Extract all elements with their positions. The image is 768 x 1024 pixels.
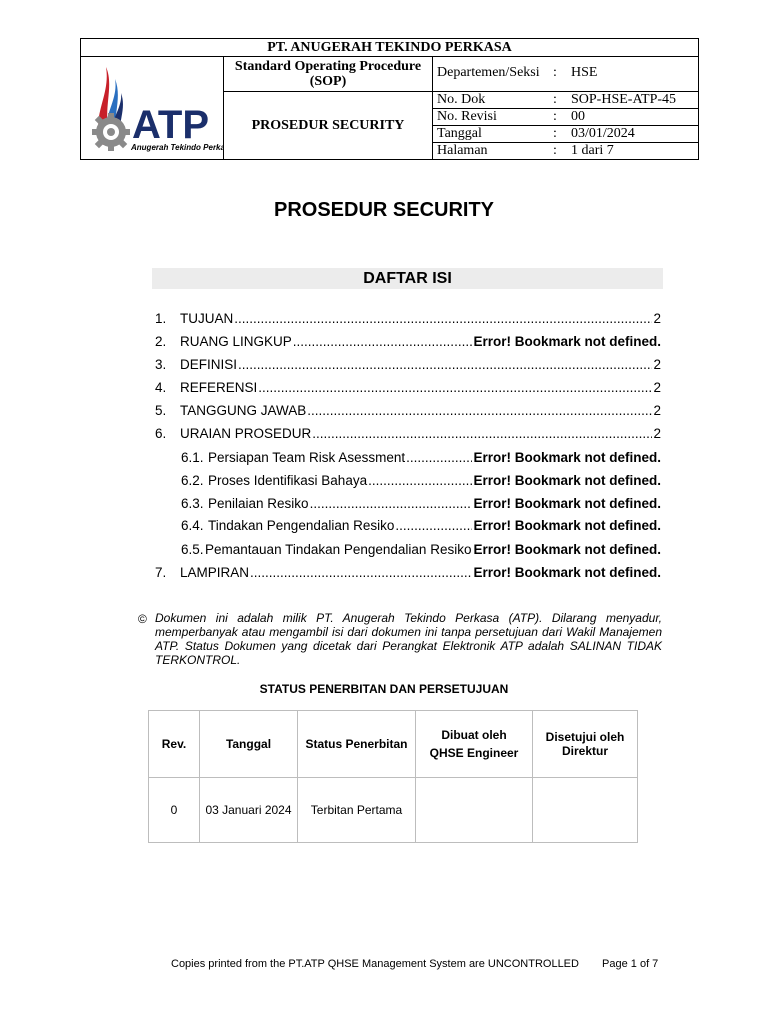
status-section-title: STATUS PENERBITAN DAN PERSETUJUAN <box>259 682 509 696</box>
doc-type-label: Standard Operating Procedure (SOP) <box>224 57 433 92</box>
meta-value: 1 dari 7 <box>571 143 614 158</box>
toc-page: Error! Bookmark not defined. <box>473 542 661 557</box>
company-name: PT. ANUGERAH TEKINDO PERKASA <box>81 39 698 57</box>
toc-page: 2 <box>653 380 661 395</box>
toc-subitem[interactable] <box>181 472 661 490</box>
colon: : <box>553 65 557 80</box>
toc-heading: DAFTAR ISI <box>152 268 663 289</box>
toc-item[interactable] <box>155 564 661 582</box>
approved-by-label: Disetujui oleh <box>545 730 625 744</box>
department-row <box>433 57 698 92</box>
toc-number: 6.2. <box>181 473 204 488</box>
meta-label: No. Dok <box>437 92 486 107</box>
svg-text:Anugerah Tekindo Perkasa: Anugerah Tekindo Perk <box>131 143 221 152</box>
document-header <box>80 38 699 160</box>
toc-number: 6.3. <box>181 496 204 511</box>
toc-subitem[interactable] <box>181 517 661 535</box>
toc-number: 7. <box>155 565 167 580</box>
toc-subitem[interactable] <box>181 541 661 559</box>
meta-row-doc-no <box>433 92 698 109</box>
footer-page-number: Page 1 of 7 <box>602 958 659 970</box>
colon: : <box>553 126 557 141</box>
meta-label: Tanggal <box>437 126 482 141</box>
ownership-notice: Dokumen ini adalah milik PT. Anugerah Tekindo Perkasa (ATP). Dilarang menyadur, memperbanyak atau mengambil isi dari dokumen ini tanpa persetujuan dari Wakil Manajemen ATP. Status Dokumen yang dicetak dari Perangkat Elektronik ATP adalah SALINAN TIDAK TERKONTROL. <box>155 611 662 667</box>
company-logo <box>81 57 224 159</box>
col-status: Status Penerbitan <box>298 711 416 778</box>
toc-number: 3. <box>155 357 167 372</box>
table-row <box>149 778 638 843</box>
copyright-icon: © <box>138 612 147 626</box>
toc-leader <box>258 379 652 397</box>
toc-text: RUANG LINGKUP <box>180 334 292 349</box>
colon: : <box>553 109 557 124</box>
toc-leader <box>310 495 473 513</box>
col-approved-by <box>533 711 638 778</box>
made-by-role: QHSE Engineer <box>429 746 519 760</box>
toc-text: Proses Identifikasi Bahaya <box>208 473 368 488</box>
meta-value: 00 <box>571 109 585 124</box>
approved-by-role: Direktur <box>561 744 608 758</box>
colon: : <box>553 92 557 107</box>
toc-number: 6.5. <box>181 542 204 557</box>
page-title: PROSEDUR SECURITY <box>273 199 495 221</box>
cell-rev: 0 <box>149 778 200 843</box>
toc-text: Persiapan Team Risk Asessment <box>208 450 406 465</box>
table-header-row <box>149 711 638 778</box>
toc-page: 2 <box>653 426 661 441</box>
meta-value: 03/01/2024 <box>571 126 635 141</box>
procedure-title: PROSEDUR SECURITY <box>224 92 433 159</box>
toc-leader <box>234 310 652 328</box>
toc-text: LAMPIRAN <box>180 565 250 580</box>
toc-text: Tindakan Pengendalian Resiko <box>208 518 395 533</box>
meta-row-page <box>433 143 698 160</box>
toc-subitem[interactable] <box>181 449 661 467</box>
toc-leader <box>293 333 473 351</box>
cell-status: Terbitan Pertama <box>298 778 416 843</box>
made-by-label: Dibuat oleh <box>441 728 507 742</box>
toc-item[interactable] <box>155 356 661 374</box>
toc-leader <box>406 449 472 467</box>
toc-number: 1. <box>155 311 167 326</box>
toc-number: 2. <box>155 334 167 349</box>
meta-row-revision <box>433 109 698 126</box>
toc-page: Error! Bookmark not defined. <box>473 334 661 349</box>
toc-number: 6. <box>155 426 167 441</box>
toc-leader <box>250 564 472 582</box>
svg-text:ATP: ATP <box>132 103 210 147</box>
meta-value: SOP-HSE-ATP-45 <box>571 92 677 107</box>
toc-page: 2 <box>653 311 661 326</box>
toc-item[interactable] <box>155 379 661 397</box>
toc-item[interactable] <box>155 333 661 351</box>
footer-text: Copies printed from the PT.ATP QHSE Management System are UNCONTROLLED <box>171 958 579 970</box>
toc-page: Error! Bookmark not defined. <box>473 450 661 465</box>
toc-leader <box>238 356 652 374</box>
toc-text: TUJUAN <box>180 311 234 326</box>
toc-text: DEFINISI <box>180 357 238 372</box>
page-footer <box>171 958 658 970</box>
toc-text: REFERENSI <box>180 380 258 395</box>
cell-made-signature <box>416 778 533 843</box>
toc-number: 6.1. <box>181 450 204 465</box>
toc-page: Error! Bookmark not defined. <box>473 518 661 533</box>
meta-label: Halaman <box>437 143 488 158</box>
cell-date: 03 Januari 2024 <box>200 778 298 843</box>
col-rev: Rev. <box>149 711 200 778</box>
toc-item[interactable] <box>155 425 661 443</box>
colon: : <box>553 143 557 158</box>
toc-page: 2 <box>653 357 661 372</box>
toc-text: Pemantauan Tindakan Pengendalian Resiko <box>205 542 472 557</box>
toc-number: 4. <box>155 380 167 395</box>
department-value: HSE <box>571 65 598 80</box>
toc-number: 6.4. <box>181 518 204 533</box>
atp-logo-icon <box>81 57 223 158</box>
toc-leader <box>307 402 652 420</box>
toc-page: Error! Bookmark not defined. <box>473 496 661 511</box>
col-made-by <box>416 711 533 778</box>
toc-page: 2 <box>653 403 661 418</box>
toc-leader <box>395 517 472 535</box>
toc-leader <box>368 472 472 490</box>
toc-leader <box>312 425 652 443</box>
toc-text: TANGGUNG JAWAB <box>180 403 307 418</box>
toc-text: URAIAN PROSEDUR <box>180 426 312 441</box>
toc-subitem[interactable] <box>181 495 661 513</box>
toc-number: 5. <box>155 403 167 418</box>
toc-item[interactable] <box>155 402 661 420</box>
toc-text: Penilaian Resiko <box>208 496 309 511</box>
toc-page: Error! Bookmark not defined. <box>473 473 661 488</box>
meta-label: No. Revisi <box>437 109 497 124</box>
toc-item[interactable] <box>155 310 661 328</box>
cell-approved-signature <box>533 778 638 843</box>
toc-page: Error! Bookmark not defined. <box>473 565 661 580</box>
meta-row-date <box>433 126 698 143</box>
approval-table <box>148 710 638 843</box>
col-date: Tanggal <box>200 711 298 778</box>
department-label: Departemen/Seksi <box>437 65 540 80</box>
